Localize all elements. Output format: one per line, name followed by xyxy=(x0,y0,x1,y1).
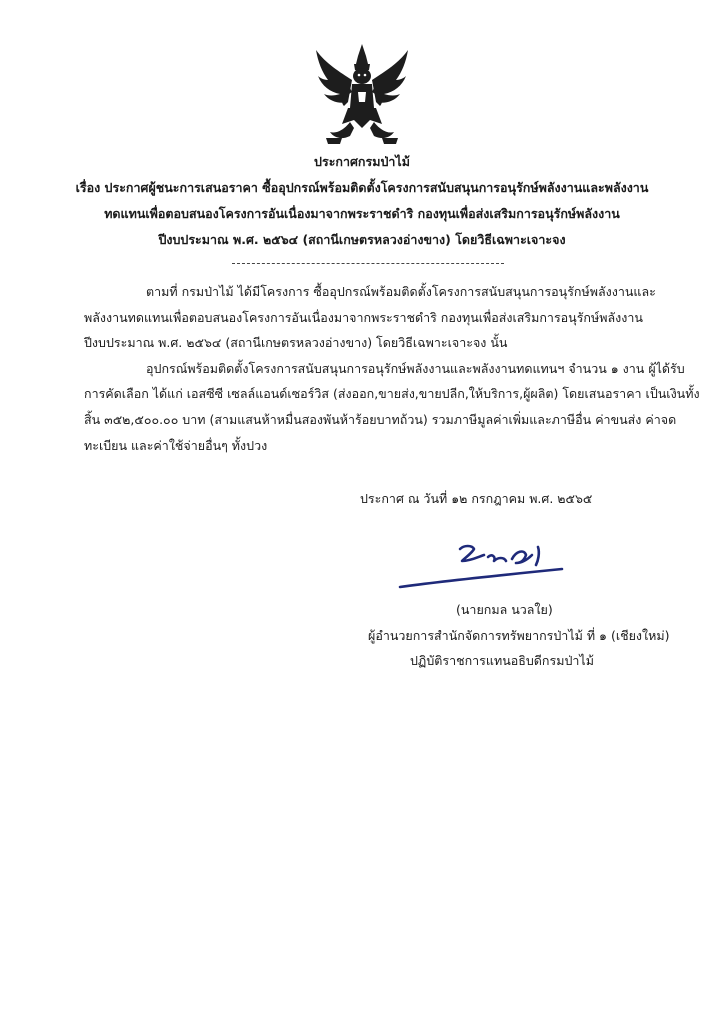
paragraph-2-line-4: ทะเบียน และค่าใช้จ่ายอื่นๆ ทั้งปวง xyxy=(84,438,268,453)
separator-line xyxy=(232,263,504,264)
paragraph-1-line-2: พลังงานทดแทนเพื่อตอบสนองโครงการอันเนื่องมาจากพระราชดำริ กองทุนเพื่อส่งเสริมการอนุรักษ์พลังงาน xyxy=(84,310,643,325)
signatory-acting-role: ปฏิบัติราชการแทนอธิบดีกรมป่าไม้ xyxy=(410,653,594,668)
paragraph-1-line-1: ตามที่ กรมป่าไม้ ได้มีโครงการ ซื้ออุปกรณ์พร้อมติดตั้งโครงการสนับสนุนการอนุรักษ์พลังงานและ xyxy=(146,284,656,299)
handwritten-signature xyxy=(392,535,570,595)
paragraph-2-line-3: สิ้น ๓๕๒,๕๐๐.๐๐ บาท (สามแสนห้าหมื่นสองพันห้าร้อยบาทถ้วน) รวมภาษีมูลค่าเพิ่มและภาษีอื่น ค่าขนส่ง ค่าจด xyxy=(84,412,677,427)
subject-line-2: ทดแทนเพื่อตอบสนองโครงการอันเนื่องมาจากพระราชดำริ กองทุนเพื่อส่งเสริมการอนุรักษ์พลังงาน xyxy=(104,206,620,221)
paragraph-2-line-2: การคัดเลือก ได้แก่ เอสซีซี เซลล์แอนด์เซอร์วิส (ส่งออก,ขายส่ง,ขายปลีก,ให้บริการ,ผู้ผลิต) โดยเสนอราคา เป็นเงินทั้ง xyxy=(84,386,700,401)
paragraph-1-line-3: ปีงบประมาณ พ.ศ. ๒๕๖๔ (สถานีเกษตรหลวงอ่างขาง) โดยวิธีเฉพาะเจาะจง นั้น xyxy=(84,335,508,350)
signatory-position: ผู้อำนวยการสำนักจัดการทรัพยากรป่าไม้ ที่ ๑ (เชียงใหม่) xyxy=(368,628,670,643)
paragraph-2-line-1: อุปกรณ์พร้อมติดตั้งโครงการสนับสนุนการอนุรักษ์พลังงานและพลังงานทดแทนฯ จำนวน ๑ งาน ผู้ได้รับ xyxy=(146,361,685,376)
subject-line-3: ปีงบประมาณ พ.ศ. ๒๕๖๔ (สถานีเกษตรหลวงอ่างขาง) โดยวิธีเฉพาะเจาะจง xyxy=(158,232,566,247)
garuda-emblem-icon xyxy=(312,42,412,150)
signatory-name: (นายกมล นวลใย) xyxy=(456,602,553,617)
subject-line-1: เรื่อง ประกาศผู้ชนะการเสนอราคา ซื้ออุปกรณ์พร้อมติดตั้งโครงการสนับสนุนการอนุรักษ์พลังงานและพลังงาน xyxy=(75,180,649,195)
announcement-title: ประกาศกรมป่าไม้ xyxy=(314,154,410,169)
announcement-date: ประกาศ ณ วันที่ ๑๒ กรกฎาคม พ.ศ. ๒๕๖๕ xyxy=(360,491,593,506)
